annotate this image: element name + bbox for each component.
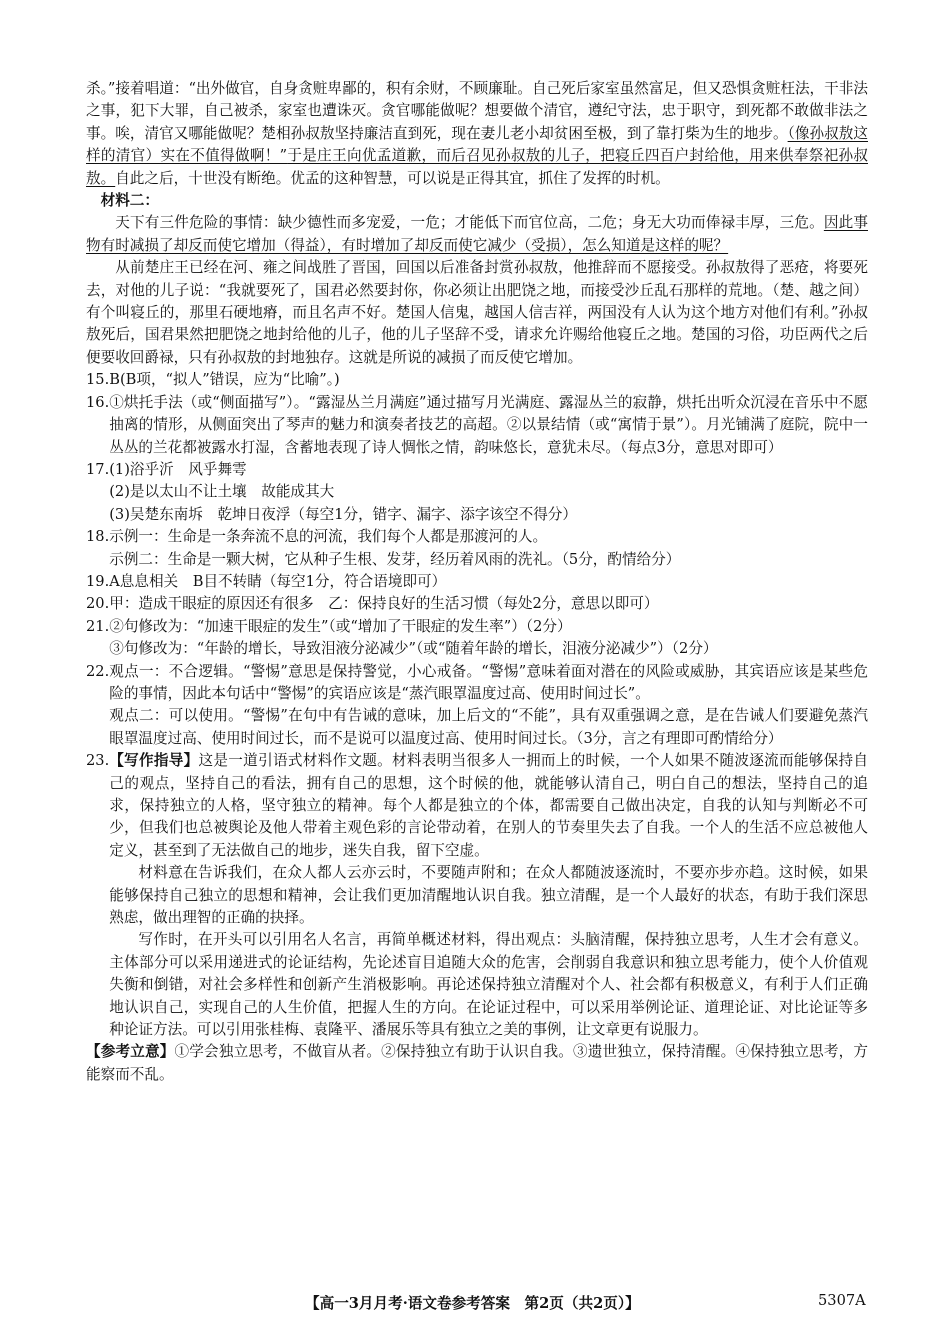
- answer-line: ③句修改为：“年龄的增长，导致泪液分泌减少”（或“随着年龄的增长，泪液分泌减少”）（2分）: [109, 640, 718, 658]
- answer-number: 15.: [86, 371, 110, 389]
- answer-line: ②句修改为：“加速干眼症的发生”（或“增加了干眼症的发生率”）（2分）: [109, 617, 572, 635]
- answer-16: [86, 392, 868, 459]
- writing-guide-paragraph-2: 材料意在告诉我们，在众人都人云亦云时，不要随声附和；在众人都随波逐流时，不要亦步亦趋。这时候，如果能够保持自己独立的思想和精神，会让我们更加清醒地认识自我。独立清醒，是一个人最好的状态，有助于我们深思熟虑，做出理智的正确的抉择。: [109, 864, 868, 927]
- answer-19: [86, 571, 868, 593]
- answer-18: [86, 526, 868, 571]
- footer-title: 【高一3月月考·语文卷参考答案 第2页（共2页）】: [305, 1295, 640, 1312]
- answer-line: 观点二：可以使用。“警惕”在句中有告诫的意味，加上后文的“不能”，具有双重强调之意，是在告诫人们要避免蒸汽眼罩温度过高、使用时间过长，而不是说可以温度过高、使用时间过长。（3分，言之有理即可酌情给分）: [109, 707, 868, 747]
- writing-guide: [109, 750, 868, 862]
- answer-text: A息息相关 B目不转睛（每空1分，符合语境即可）: [109, 572, 447, 590]
- answer-number: 16.: [86, 393, 110, 411]
- answer-body: [109, 459, 868, 526]
- reference-ideas: [86, 1041, 868, 1086]
- answer-22: [86, 661, 868, 751]
- answer-body: [109, 526, 868, 571]
- answer-20: [86, 593, 868, 615]
- material2-underlined-sentence: 因此事物有时减损了却反而使它增加（得益），有时增加了却反而使它减少（受损），怎么知道是这样的呢？: [86, 214, 868, 254]
- answer-15: [86, 369, 868, 391]
- answer-line: 示例一：生命是一条奔流不息的河流，我们每个人都是那渡河的人。: [109, 528, 548, 546]
- answer-number: 19.: [86, 572, 110, 590]
- answer-line: (2)是以太山不让土壤 故能成其大: [109, 483, 335, 501]
- reference-ideas-text: ①学会独立思考，不做盲从者。②保持独立有助于认识自我。③遗世独立，保持清醒。④保持独立思考，方能察而不乱。: [86, 1043, 868, 1083]
- writing-guide-label: 【写作指导】: [109, 752, 199, 770]
- page-footer: [0, 1290, 950, 1320]
- answer-body: [109, 661, 868, 751]
- footer-code: 5307A: [818, 1292, 866, 1309]
- answer-line: (1)浴乎沂 风乎舞雩: [109, 460, 247, 478]
- answer-line: 观点一：不合逻辑。“警惕”意思是保持警觉，小心戒备。“警惕”意味着面对潜在的风险或威胁，其宾语应该是某些危险的事情，因此本句话中“警惕”的宾语应该是“蒸汽眼罩温度过高、使用时间过长”。: [109, 662, 868, 702]
- answer-text: ①烘托手法（或“侧面描写”）。“露湿丛兰月满庭”通过描写月光满庭、露湿丛兰的寂静，烘托出听众沉浸在音乐中不愿抽离的情形，从侧面突出了琴声的魅力和演奏者技艺的高超。②以景结情（或“寓情于景”）。月光铺满了庭院，院中一丛丛的兰花都被露水打湿，含蓄地表现了诗人惆怅之情，韵味悠长，意犹未尽。（每点3分，意思对即可）: [109, 393, 868, 456]
- material1-underlined-sentence: 于是庄王向优孟道歉，而后召见孙叔敖的儿子，把寝丘四百户封给他，用来供奉祭祀孙叔敖。: [86, 147, 868, 187]
- answer-body: [109, 616, 868, 661]
- page-content: [86, 78, 868, 1086]
- answer-line: 示例二：生命是一颗大树，它从种子生根、发芽，经历着风雨的洗礼。（5分，酌情给分）: [109, 550, 681, 568]
- reference-ideas-label: 【参考立意】: [86, 1043, 175, 1061]
- answer-17: [86, 459, 868, 526]
- material1-tail: [86, 78, 868, 190]
- material2-paragraph-1: [86, 212, 868, 257]
- answer-number: 23.: [86, 752, 110, 770]
- answer-number: 22.: [86, 662, 110, 680]
- answer-text: 甲：造成干眼症的原因还有很多 乙：保持良好的生活习惯（每处2分，意思以即可）: [109, 595, 659, 613]
- answer-21: [86, 616, 868, 661]
- answer-number: 21.: [86, 617, 110, 635]
- writing-guide-paragraph-3: 写作时，在开头可以引用名人名言，再简单概述材料，得出观点：头脑清醒，保持独立思考，人生才会有意义。主体部分可以采用递进式的论证结构，先论述盲目追随大众的危害，会削弱自我意识和独立思考能力，使个人价值观失衡和倒错，对社会多样性和创新产生消极影响。再论述保持独立清醒对个人、社会都有积极意义，有利于人们正确地认识自己，实现自己的人生价值，把握人生的方向。在论证过程中，可以采用举例论证、道理论证、对比论证等多种论证方法。可以引用张桂梅、袁隆平、潘展乐等具有独立之美的事例，让文章更有说服力。: [109, 931, 868, 1039]
- material1-text-b: （像孙叔敖这样的清官）实在不值得做啊！”: [86, 124, 868, 165]
- material1-text-d: 自此之后，十世没有断绝。优孟的这种智慧，可以说是正得其宜，抓住了发挥的时机。: [115, 169, 670, 187]
- answer-number: 18.: [86, 528, 110, 546]
- answer-23: [86, 750, 868, 1041]
- material1-text-a: 杀。”接着唱道：“出外做官，自身贪赃卑鄙的，积有余财，不顾廉耻。自己死后家室虽然富足，但又恐惧贪赃枉法，干非法之事，犯下大罪，自己被杀，家室也遭诛灭。贪官哪能做呢？想要做个清官，遵纪守法，忠于职守，到死都不敢做非法之事。唉，清官又哪能做呢？楚相孙叔敖坚持廉洁直到死，现在妻儿老小却贫困至极，到了靠打柴为生的地步。: [86, 80, 868, 142]
- writing-guide-text: 这是一道引语式材料作文题。材料表明当很多人一拥而上的时候，一个人如果不随波逐流而能够保持自己的观点，坚持自己的看法，拥有自己的思想，这个时候的他，就能够认清自己，明白自己的想法，坚持自己的追求，保持独立的人格，坚守独立的精神。每个人都是独立的个体，都需要自己做出决定，自我的认知与判断必不可少，但我们也总被舆论及他人带着主观色彩的言论带动着，在别人的节奏里失去了自我。一个人的生活不应总被他人定义，甚至到了无法做自己的地步，迷失自我，留下空虚。: [109, 752, 868, 859]
- answer-line: (3)吴楚东南坼 乾坤日夜浮（每空1分，错字、漏字、添字该空不得分）: [109, 505, 577, 523]
- answer-number: 17.: [86, 460, 110, 478]
- material2-title: 材料二：: [100, 192, 159, 210]
- answer-body: [109, 750, 868, 1041]
- answer-number: 20.: [86, 595, 110, 613]
- material2-p1-text: 天下有三件危险的事情：缺少德性而多宠爱，一危；才能低下而官位高，二危；身无大功而俸禄丰厚，三危。: [115, 214, 824, 232]
- material2-paragraph-2: 从前楚庄王已经在河、雍之间战胜了晋国，回国以后准备封赏孙叔敖，他推辞而不愿接受。孙叔敖得了恶疮，将要死去，对他的儿子说：“我就要死了，国君必然要封你，你必须让出肥饶之地，而接受沙丘乱石那样的荒地。（楚、越之间）有个叫寝丘的，那里石硬地瘠，而且名声不好。楚国人信鬼，越国人信吉祥，两国没有人认为这个地方对他们有利。”孙叔敖死后，国君果然把肥饶之地封给他的儿子，他的儿子坚辞不受，请求允许赐给他寝丘之地。楚国的习俗，功臣两代之后便要收回爵禄，只有孙叔敖的封地独存。这就是所说的减损了而反使它增加。: [86, 259, 868, 366]
- answer-text: B(B项，“拟人”错误，应为“比喻”。): [109, 371, 340, 389]
